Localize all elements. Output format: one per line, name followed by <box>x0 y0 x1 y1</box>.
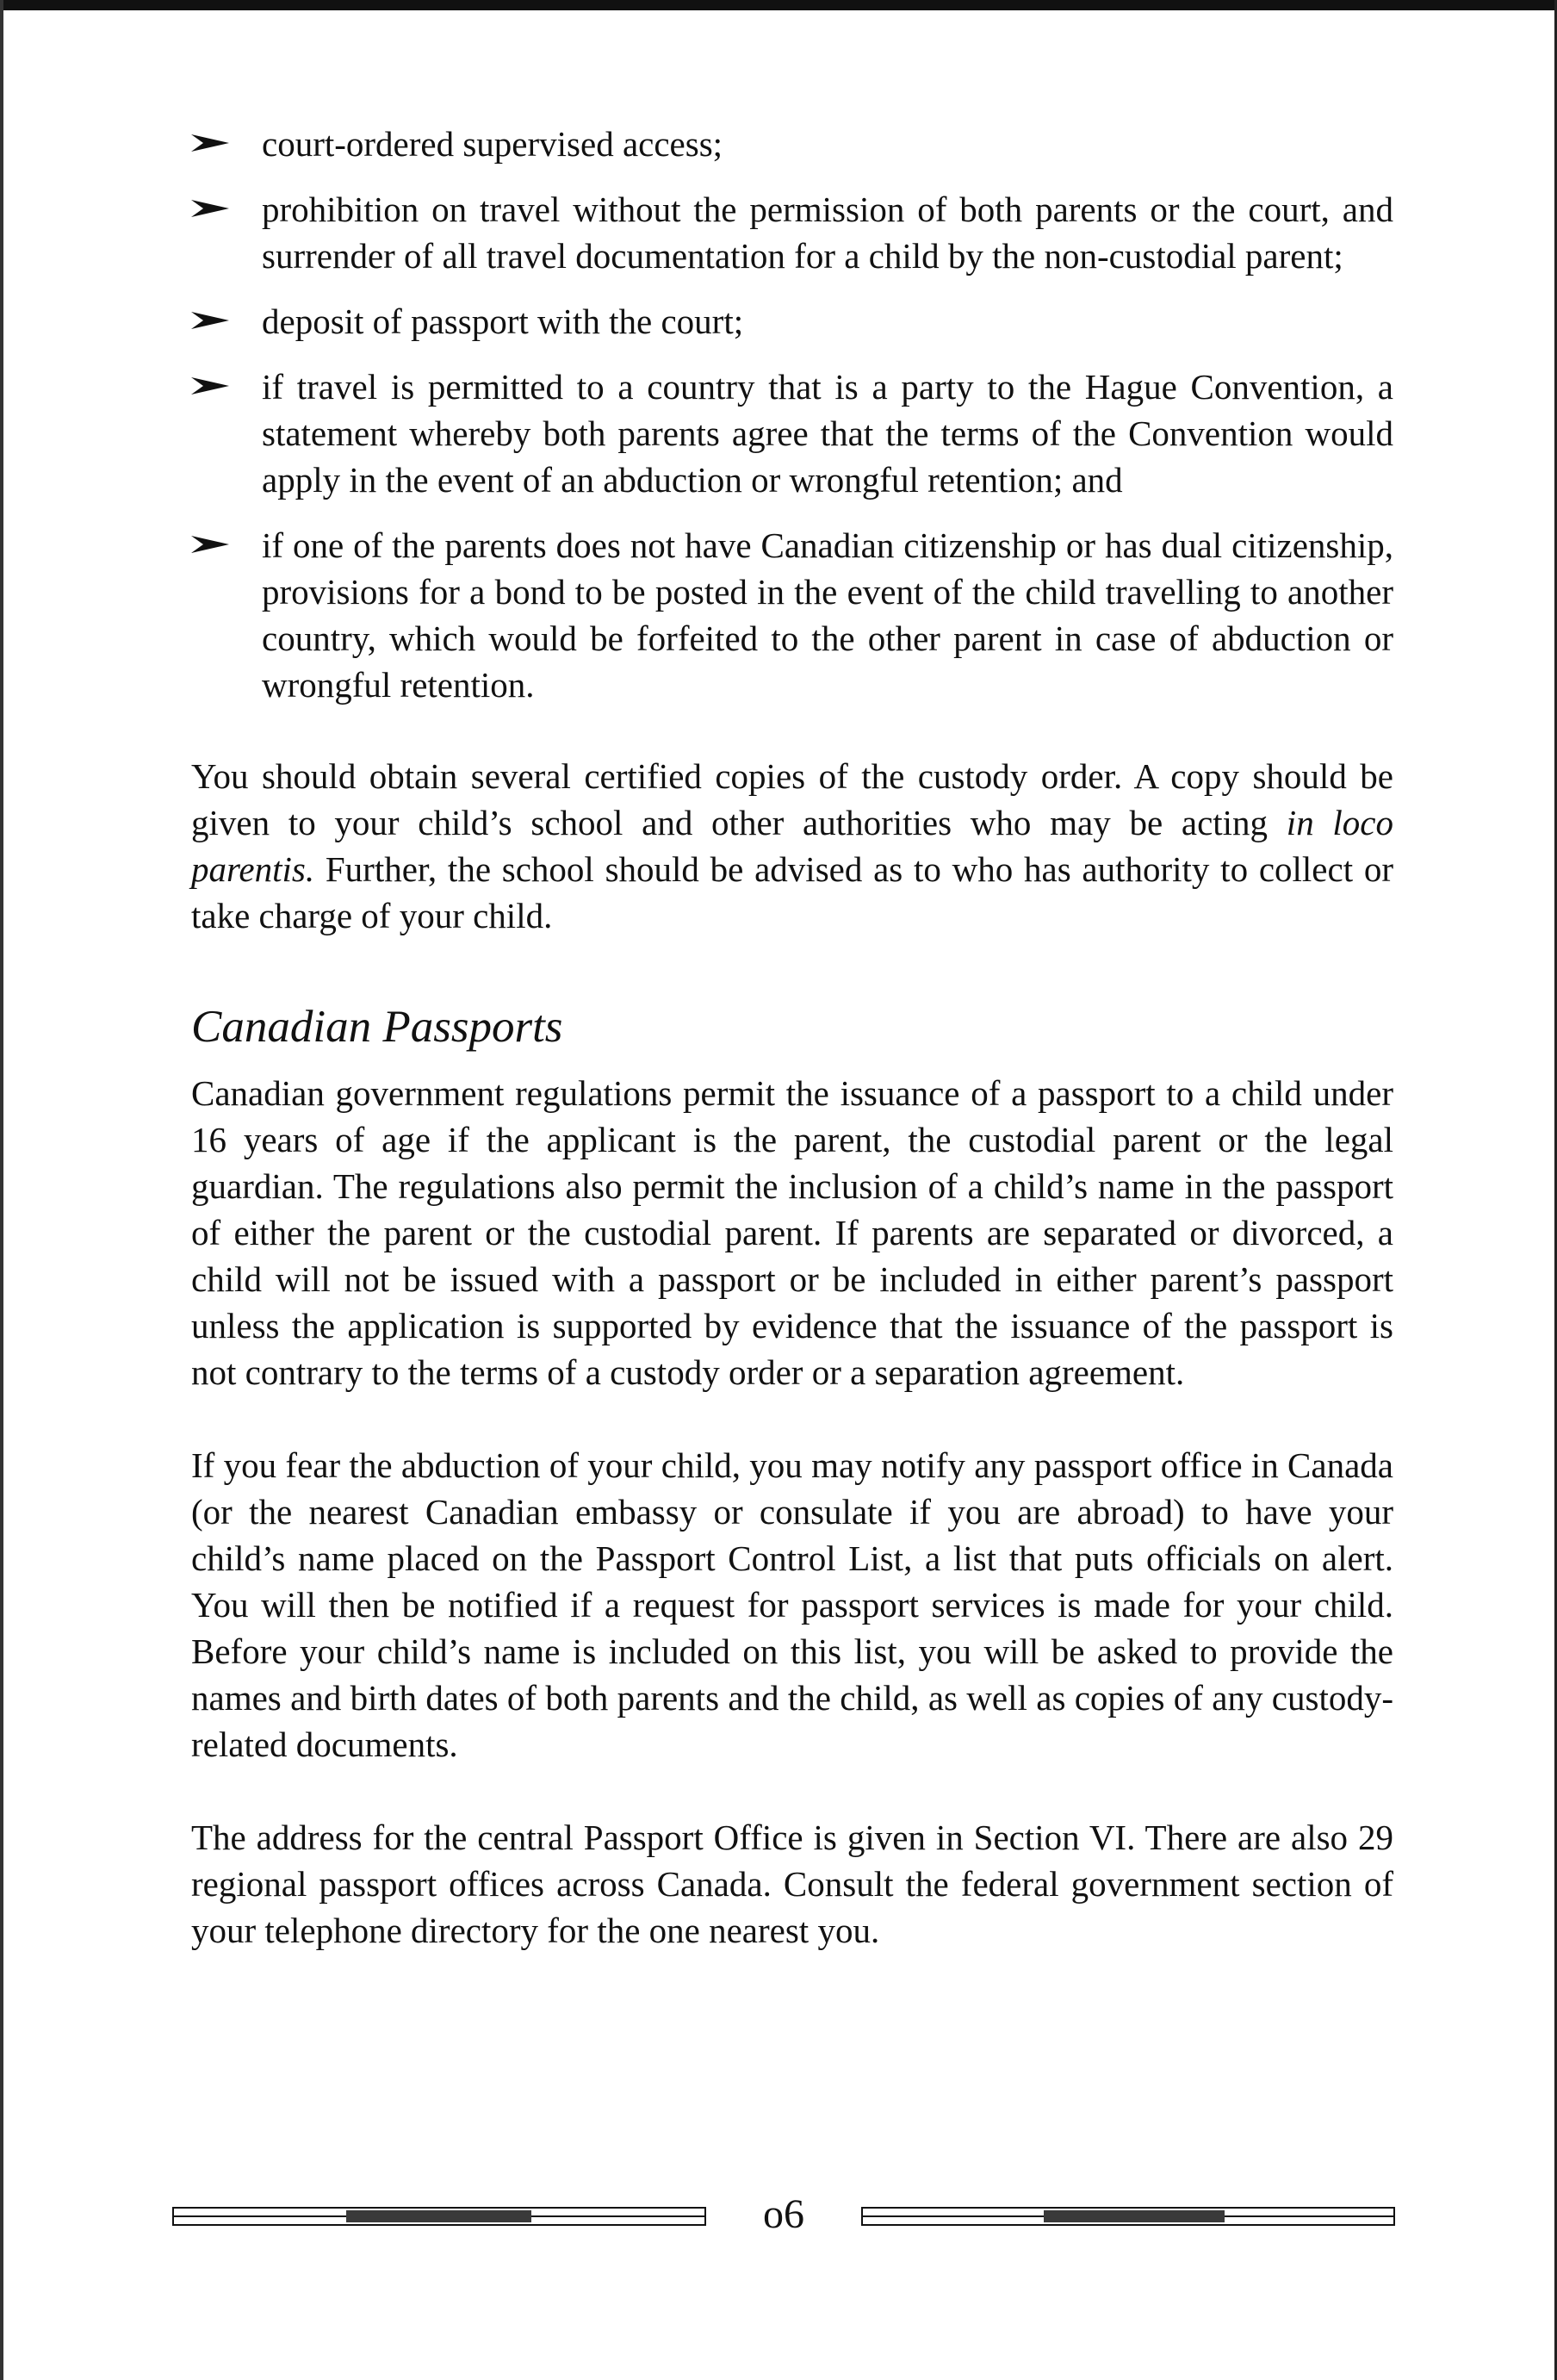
bullet-text: if one of the parents does not have Canadian citizenship or has dual citizenship, provisions for a bond to be posted in the event of the child travelling to another country, which would be forfeited to the other parent in case of abduction or wrongful retention. <box>262 525 1393 705</box>
arrowhead-bullet-icon <box>191 133 229 153</box>
scan-border-top <box>0 0 1557 10</box>
page-content <box>191 121 1393 2000</box>
arrowhead-bullet-icon <box>191 534 229 555</box>
bullet-item <box>191 186 1393 279</box>
bullet-text: court-ordered supervised access; <box>262 124 723 164</box>
custody-text-part2: Further, the school should be advised as to who has authority to collect or take charge of your child. <box>191 849 1393 935</box>
bullet-item <box>191 364 1393 503</box>
latin-phrase: in loco parentis. <box>191 803 1394 889</box>
bullet-text: deposit of passport with the court; <box>262 301 744 341</box>
section-heading: Canadian Passports <box>191 1002 563 1052</box>
passport-office-address-paragraph: The address for the central Passport Office is given in Section VI. There are also 29 regional passport offices across Canada. Consult the federal government section of your telephone directory for the one nearest you. <box>191 1818 1393 1950</box>
bullet-text: prohibition on travel without the permission of both parents or the court, and surrender of all travel documentation for a child by the non-custodial parent; <box>262 190 1393 276</box>
bullet-list <box>191 121 1393 708</box>
arrowhead-bullet-icon <box>191 310 229 331</box>
scan-border-left <box>0 0 3 2380</box>
passport-regulations-paragraph: Canadian government regulations permit the issuance of a passport to a child under 16 years of age if the applicant is the parent, the custodial parent or the legal guardian. The regulations also permit the inclusion of a child’s name in the passport of either the parent or the custodial parent. If parents are separated or divorced, a child will not be issued with a passport or be included in either parent’s passport unless the application is supported by evidence that the issuance of the passport is not contrary to the terms of a custody order or a separation agreement. <box>191 1073 1393 1392</box>
footer-rule-right <box>861 2207 1395 2226</box>
bullet-item <box>191 298 1393 345</box>
bullet-item <box>191 522 1393 708</box>
bullet-text: if travel is permitted to a country that is a party to the Hague Convention, a statement whereby both parents agree that the terms of the Convention would apply in the event of an abduction or wrongful retention; and <box>262 367 1393 500</box>
bullet-item <box>191 121 1393 167</box>
arrowhead-bullet-icon <box>191 198 229 219</box>
passport-control-list-paragraph: If you fear the abduction of your child, you may notify any passport office in Canada (or the nearest Canadian embassy or consulate if you are abroad) to have your child’s name placed on the Passport Control List, a list that puts officials on alert. You will then be notified if a request for passport services is made for your child. Before your child’s name is included on this list, you will be asked to provide the names and birth dates of both parents and the child, as well as copies of any custody-related documents. <box>191 1445 1393 1764</box>
custody-order-paragraph <box>191 753 1393 939</box>
arrowhead-bullet-icon <box>191 376 229 396</box>
footer-rule-left <box>172 2207 706 2226</box>
custody-text-part1: You should obtain several certified copies of the custody order. A copy should be given to your child’s school and other authorities who may be acting <box>191 756 1393 842</box>
page-footer <box>172 2191 1395 2237</box>
page-number: o6 <box>763 2191 804 2237</box>
